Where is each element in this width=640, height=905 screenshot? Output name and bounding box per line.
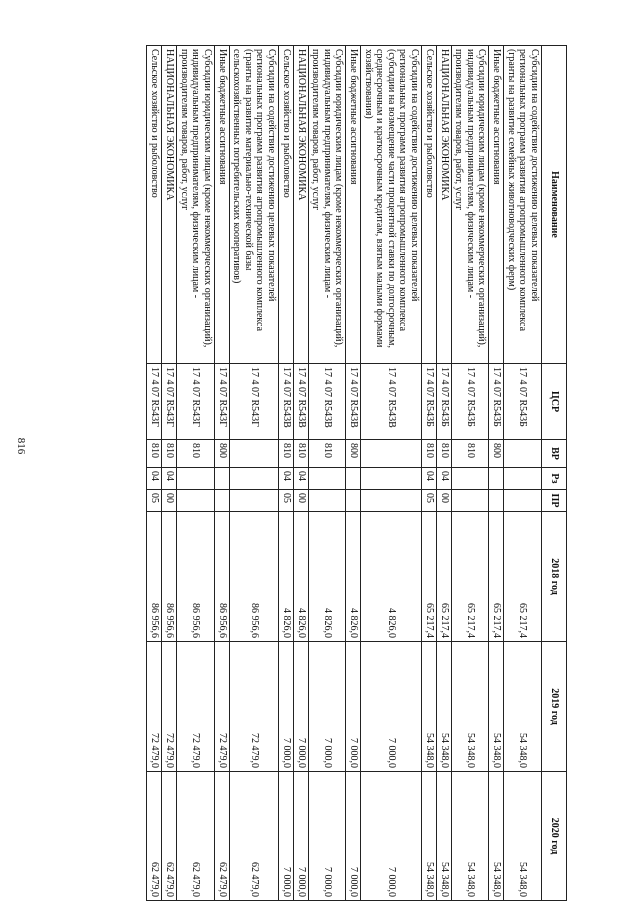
row-csr-cell: 17 4 07 R543В [309,364,347,440]
row-vr-cell: 810 [309,440,347,468]
row-vr-cell: 810 [147,440,162,468]
row-2020-value: 7 000,0 [294,772,309,901]
row-name-cell: Иные бюджетные ассигнования [489,46,504,364]
row-rz-cell: 04 [162,468,177,490]
row-rz-cell [361,468,422,490]
table-row [279,46,294,901]
row-pr-cell: 00 [437,490,452,512]
row-2019-value: 7 000,0 [309,642,347,772]
table-row [422,46,437,901]
header-pr: ПР [542,490,567,512]
row-vr-cell: 810 [177,440,215,468]
row-vr-cell: 810 [279,440,294,468]
rotated-page-content [67,45,567,900]
row-vr-cell: 800 [489,440,504,468]
row-rz-cell [504,468,542,490]
row-pr-cell: 05 [422,490,437,512]
row-pr-cell [489,490,504,512]
row-name-cell: Иные бюджетные ассигнования [215,46,230,364]
row-2019-value: 7 000,0 [346,642,361,772]
table-row [346,46,361,901]
header-2018: 2018 год [542,512,567,642]
row-pr-cell [177,490,215,512]
row-csr-cell: 17 4 07 R543Б [437,364,452,440]
row-rz-cell [452,468,490,490]
row-csr-cell: 17 4 07 R543Г [215,364,230,440]
row-rz-cell [489,468,504,490]
row-vr-cell: 810 [162,440,177,468]
row-2019-value: 7 000,0 [279,642,294,772]
row-rz-cell [309,468,347,490]
table-row [294,46,309,901]
row-vr-cell [504,440,542,468]
header-csr: ЦСР [542,364,567,440]
row-rz-cell [346,468,361,490]
row-2018-value: 86 956,6 [177,512,215,642]
row-name-cell: Сельское хозяйство и рыболовство [422,46,437,364]
row-2018-value: 65 217,4 [504,512,542,642]
row-csr-cell: 17 4 07 R543В [346,364,361,440]
row-name-cell: НАЦИОНАЛЬНАЯ ЭКОНОМИКА [162,46,177,364]
row-2020-value: 62 479,0 [162,772,177,901]
row-csr-cell: 17 4 07 R543Б [452,364,490,440]
table-row [361,46,422,901]
row-rz-cell: 04 [422,468,437,490]
row-vr-cell: 810 [437,440,452,468]
row-2018-value: 4 826,0 [361,512,422,642]
row-name-cell: НАЦИОНАЛЬНАЯ ЭКОНОМИКА [294,46,309,364]
row-csr-cell: 17 4 07 R543Б [422,364,437,440]
row-2019-value: 72 479,0 [177,642,215,772]
budget-table [147,45,568,901]
row-pr-cell [504,490,542,512]
row-pr-cell [230,490,279,512]
row-rz-cell: 04 [294,468,309,490]
row-2020-value: 54 348,0 [452,772,490,901]
row-csr-cell: 17 4 07 R543В [361,364,422,440]
row-2020-value: 54 348,0 [489,772,504,901]
table-row [309,46,347,901]
row-pr-cell: 00 [162,490,177,512]
row-name-cell: Субсидии юридическим лицам (кроме некоммерческих организаций), индивидуальным предпринимателям, физическим лицам - производителям товаров, работ, услуг [309,46,347,364]
table-row [452,46,490,901]
table-row [177,46,215,901]
row-2019-value: 54 348,0 [452,642,490,772]
row-2018-value: 65 217,4 [422,512,437,642]
row-name-cell: Субсидии на содействие достижению целевых показателей региональных программ развития агропромышленного комплекса (гранты на развитие семейных животноводческих ферм) [504,46,542,364]
table-row [489,46,504,901]
row-rz-cell: 04 [279,468,294,490]
row-2018-value: 86 956,6 [215,512,230,642]
row-pr-cell [361,490,422,512]
row-vr-cell: 810 [452,440,490,468]
table-row [147,46,162,901]
row-name-cell: Сельское хозяйство и рыболовство [147,46,162,364]
row-2020-value: 62 479,0 [147,772,162,901]
row-rz-cell: 04 [147,468,162,490]
row-csr-cell: 17 4 07 R543Б [489,364,504,440]
row-pr-cell [309,490,347,512]
row-rz-cell [215,468,230,490]
row-2020-value: 7 000,0 [309,772,347,901]
row-2018-value: 4 826,0 [294,512,309,642]
row-2018-value: 65 217,4 [437,512,452,642]
row-pr-cell [215,490,230,512]
row-name-cell: Субсидии юридическим лицам (кроме некоммерческих организаций), индивидуальным предпринимателям, физическим лицам - производителям товаров, работ, услуг [177,46,215,364]
row-2019-value: 7 000,0 [294,642,309,772]
header-vr: ВР [542,440,567,468]
row-rz-cell [177,468,215,490]
header-2019: 2019 год [542,642,567,772]
page-number: 816 [15,437,27,455]
row-name-cell: Субсидии юридическим лицам (кроме некоммерческих организаций), индивидуальным предпринимателям, физическим лицам - производителям товаров, работ, услуг [452,46,490,364]
row-vr-cell: 810 [294,440,309,468]
row-pr-cell: 05 [147,490,162,512]
row-2020-value: 7 000,0 [346,772,361,901]
table-row [437,46,452,901]
row-2020-value: 7 000,0 [361,772,422,901]
row-csr-cell: 17 4 07 R543В [294,364,309,440]
row-2018-value: 86 956,6 [230,512,279,642]
row-2019-value: 72 479,0 [215,642,230,772]
table-row [162,46,177,901]
row-2020-value: 54 348,0 [422,772,437,901]
row-pr-cell: 05 [279,490,294,512]
row-csr-cell: 17 4 07 R543Г [177,364,215,440]
row-pr-cell: 00 [294,490,309,512]
row-vr-cell: 810 [422,440,437,468]
row-2018-value: 4 826,0 [346,512,361,642]
row-name-cell: Субсидии на содействие достижению целевых показателей региональных программ развития агропромышленного комплекса (гранты на развитие материально-технической базы сельскохозяйственных потребительских кооперативов) [230,46,279,364]
row-vr-cell [230,440,279,468]
row-2018-value: 65 217,4 [452,512,490,642]
row-vr-cell: 800 [215,440,230,468]
table-body [147,46,542,901]
row-rz-cell [230,468,279,490]
header-name: Наименование [542,46,567,364]
row-2019-value: 54 348,0 [437,642,452,772]
row-name-cell: Иные бюджетные ассигнования [346,46,361,364]
row-2018-value: 86 956,6 [162,512,177,642]
row-csr-cell: 17 4 07 R543В [279,364,294,440]
row-pr-cell [452,490,490,512]
row-2019-value: 54 348,0 [504,642,542,772]
row-vr-cell: 800 [346,440,361,468]
row-2020-value: 62 479,0 [215,772,230,901]
table-row [504,46,542,901]
row-name-cell: Субсидии на содействие достижению целевых показателей региональных программ развития агропромышленного комплекса (субсидии на возмещение части процентной ставки по долгосрочным, среднесрочным и краткосрочным кредитам, взятым малыми формами хозяйствования) [361,46,422,364]
row-pr-cell [346,490,361,512]
table-row [215,46,230,901]
row-2019-value: 7 000,0 [361,642,422,772]
row-2019-value: 72 479,0 [162,642,177,772]
row-2018-value: 65 217,4 [489,512,504,642]
row-csr-cell: 17 4 07 R543Б [504,364,542,440]
row-name-cell: НАЦИОНАЛЬНАЯ ЭКОНОМИКА [437,46,452,364]
row-name-cell: Сельское хозяйство и рыболовство [279,46,294,364]
header-row [542,46,567,901]
row-csr-cell: 17 4 07 R543Г [162,364,177,440]
table-row [230,46,279,901]
row-csr-cell: 17 4 07 R543Г [230,364,279,440]
row-rz-cell: 04 [437,468,452,490]
row-2019-value: 72 479,0 [147,642,162,772]
row-vr-cell [361,440,422,468]
header-rz: Рз [542,468,567,490]
header-2020: 2020 год [542,772,567,901]
row-2018-value: 4 826,0 [309,512,347,642]
row-2020-value: 54 348,0 [504,772,542,901]
row-2018-value: 86 956,6 [147,512,162,642]
row-2018-value: 4 826,0 [279,512,294,642]
row-2019-value: 72 479,0 [230,642,279,772]
row-2019-value: 54 348,0 [489,642,504,772]
row-2019-value: 54 348,0 [422,642,437,772]
row-2020-value: 54 348,0 [437,772,452,901]
row-csr-cell: 17 4 07 R543Г [147,364,162,440]
row-2020-value: 7 000,0 [279,772,294,901]
row-2020-value: 62 479,0 [177,772,215,901]
row-2020-value: 62 479,0 [230,772,279,901]
